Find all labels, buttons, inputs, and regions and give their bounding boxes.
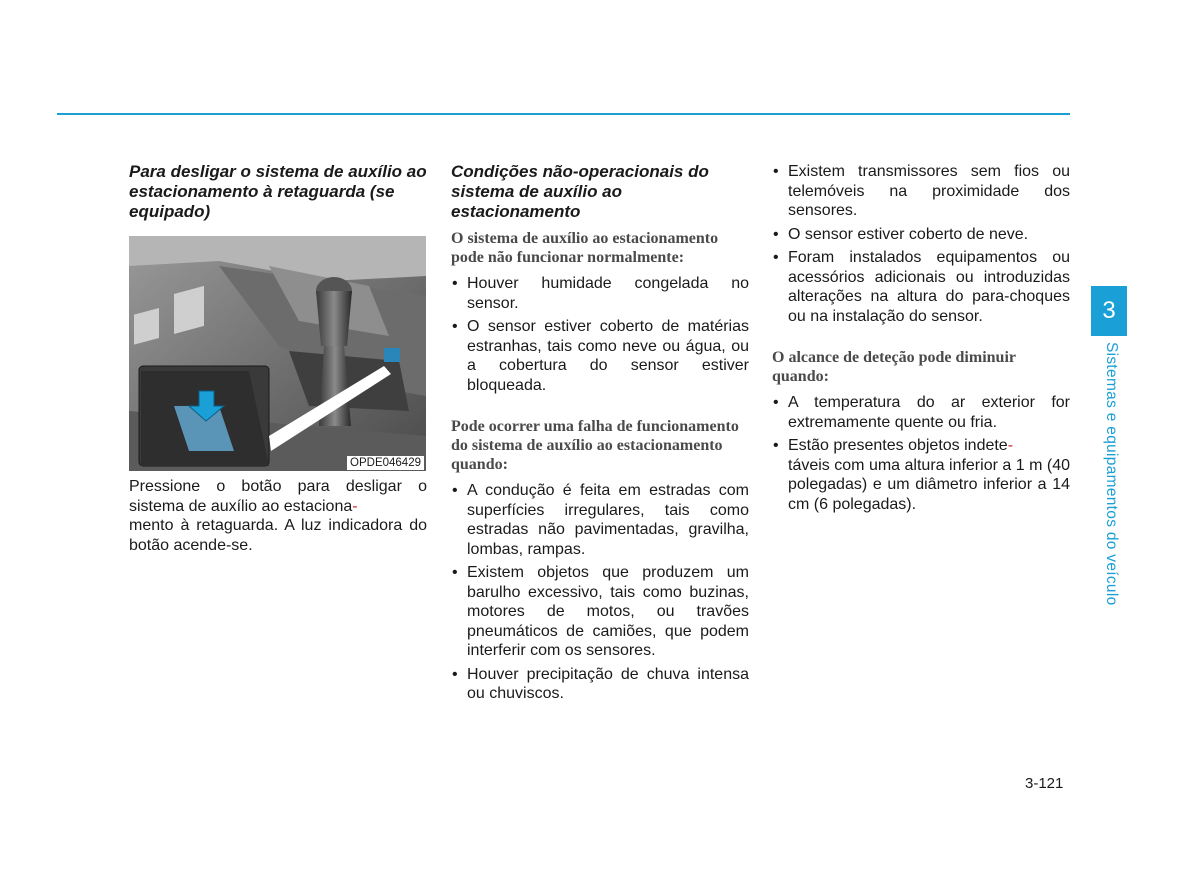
list-item: • O sensor estiver coberto de matérias estranhas, tais como neve ou água, ou a cobertura do sensor estiver bloqueada.	[451, 317, 749, 395]
hyphen: -	[1007, 437, 1014, 454]
list-item: • Existem objetos que produzem um barulho excessivo, tais como buzinas, motores de motos, ou travões pneumáticos de camiões, que podem interferir com os sensores.	[451, 563, 749, 661]
chapter-tab: 3	[1091, 286, 1127, 336]
paragraph-part-2: mento à retaguarda. A luz indicadora do botão acende-se.	[129, 517, 427, 554]
chapter-title: Sistemas e equipamentos do veículo	[1103, 342, 1120, 606]
list-item: • Houver humidade congelada no sensor.	[451, 274, 749, 313]
list-item-part-1: Estão presentes objetos indete	[788, 437, 1008, 454]
bullet-list	[451, 481, 749, 704]
column-3	[772, 162, 1070, 518]
subheading: O alcance de deteção pode diminuir quando:	[772, 349, 1016, 385]
column-1	[129, 162, 427, 555]
section-heading: Para desligar o sistema de auxílio ao estacionamento à retaguarda (se equipado)	[129, 162, 427, 221]
list-item	[772, 436, 1070, 514]
paragraph-part-1: Pressione o botão para desligar o sistema de auxílio ao estaciona	[129, 478, 427, 515]
gear-shifter-figure	[129, 236, 426, 471]
section-heading: Condições não-operacionais do sistema de auxílio ao estacionamento	[451, 162, 709, 221]
chapter-title-vertical	[1103, 342, 1130, 622]
gear-shifter-illustration	[129, 236, 426, 471]
subheading: O sistema de auxílio ao estacionamento pode não funcionar normalmente:	[451, 230, 719, 266]
bullet-list	[451, 274, 749, 395]
column-2	[451, 162, 749, 708]
list-item: • Houver precipitação de chuva intensa ou chuviscos.	[451, 665, 749, 704]
top-rule	[57, 113, 1070, 115]
list-item: • O sensor estiver coberto de neve.	[772, 225, 1070, 245]
bullet-list	[772, 393, 1070, 514]
list-item: • A condução é feita em estradas com superfícies irregulares, tais como estradas não pavimentadas, gravilha, lombas, rampas.	[451, 481, 749, 559]
list-item-part-2: táveis com uma altura inferior a 1 m (40 polegadas) e um diâmetro inferior a 14 cm (6 polegadas).	[788, 456, 1070, 513]
instruction-paragraph	[129, 477, 427, 555]
figure-code: OPDE046429	[347, 456, 424, 470]
list-item: • Foram instalados equipamentos ou acessórios adicionais ou introduzidas alterações na altura do para-choques ou na instalação do sensor.	[772, 248, 1070, 326]
list-item: • Existem transmissores sem fios ou telemóveis na proximidade dos sensores.	[772, 162, 1070, 221]
page-number: 3-121	[1025, 775, 1064, 792]
bullet-list	[772, 162, 1070, 326]
subheading: Pode ocorrer uma falha de funcionamento do sistema de auxílio ao estacionamento quando:	[451, 418, 739, 473]
hyphen: -	[352, 497, 358, 515]
list-item: • A temperatura do ar exterior for extremamente quente ou fria.	[772, 393, 1070, 432]
